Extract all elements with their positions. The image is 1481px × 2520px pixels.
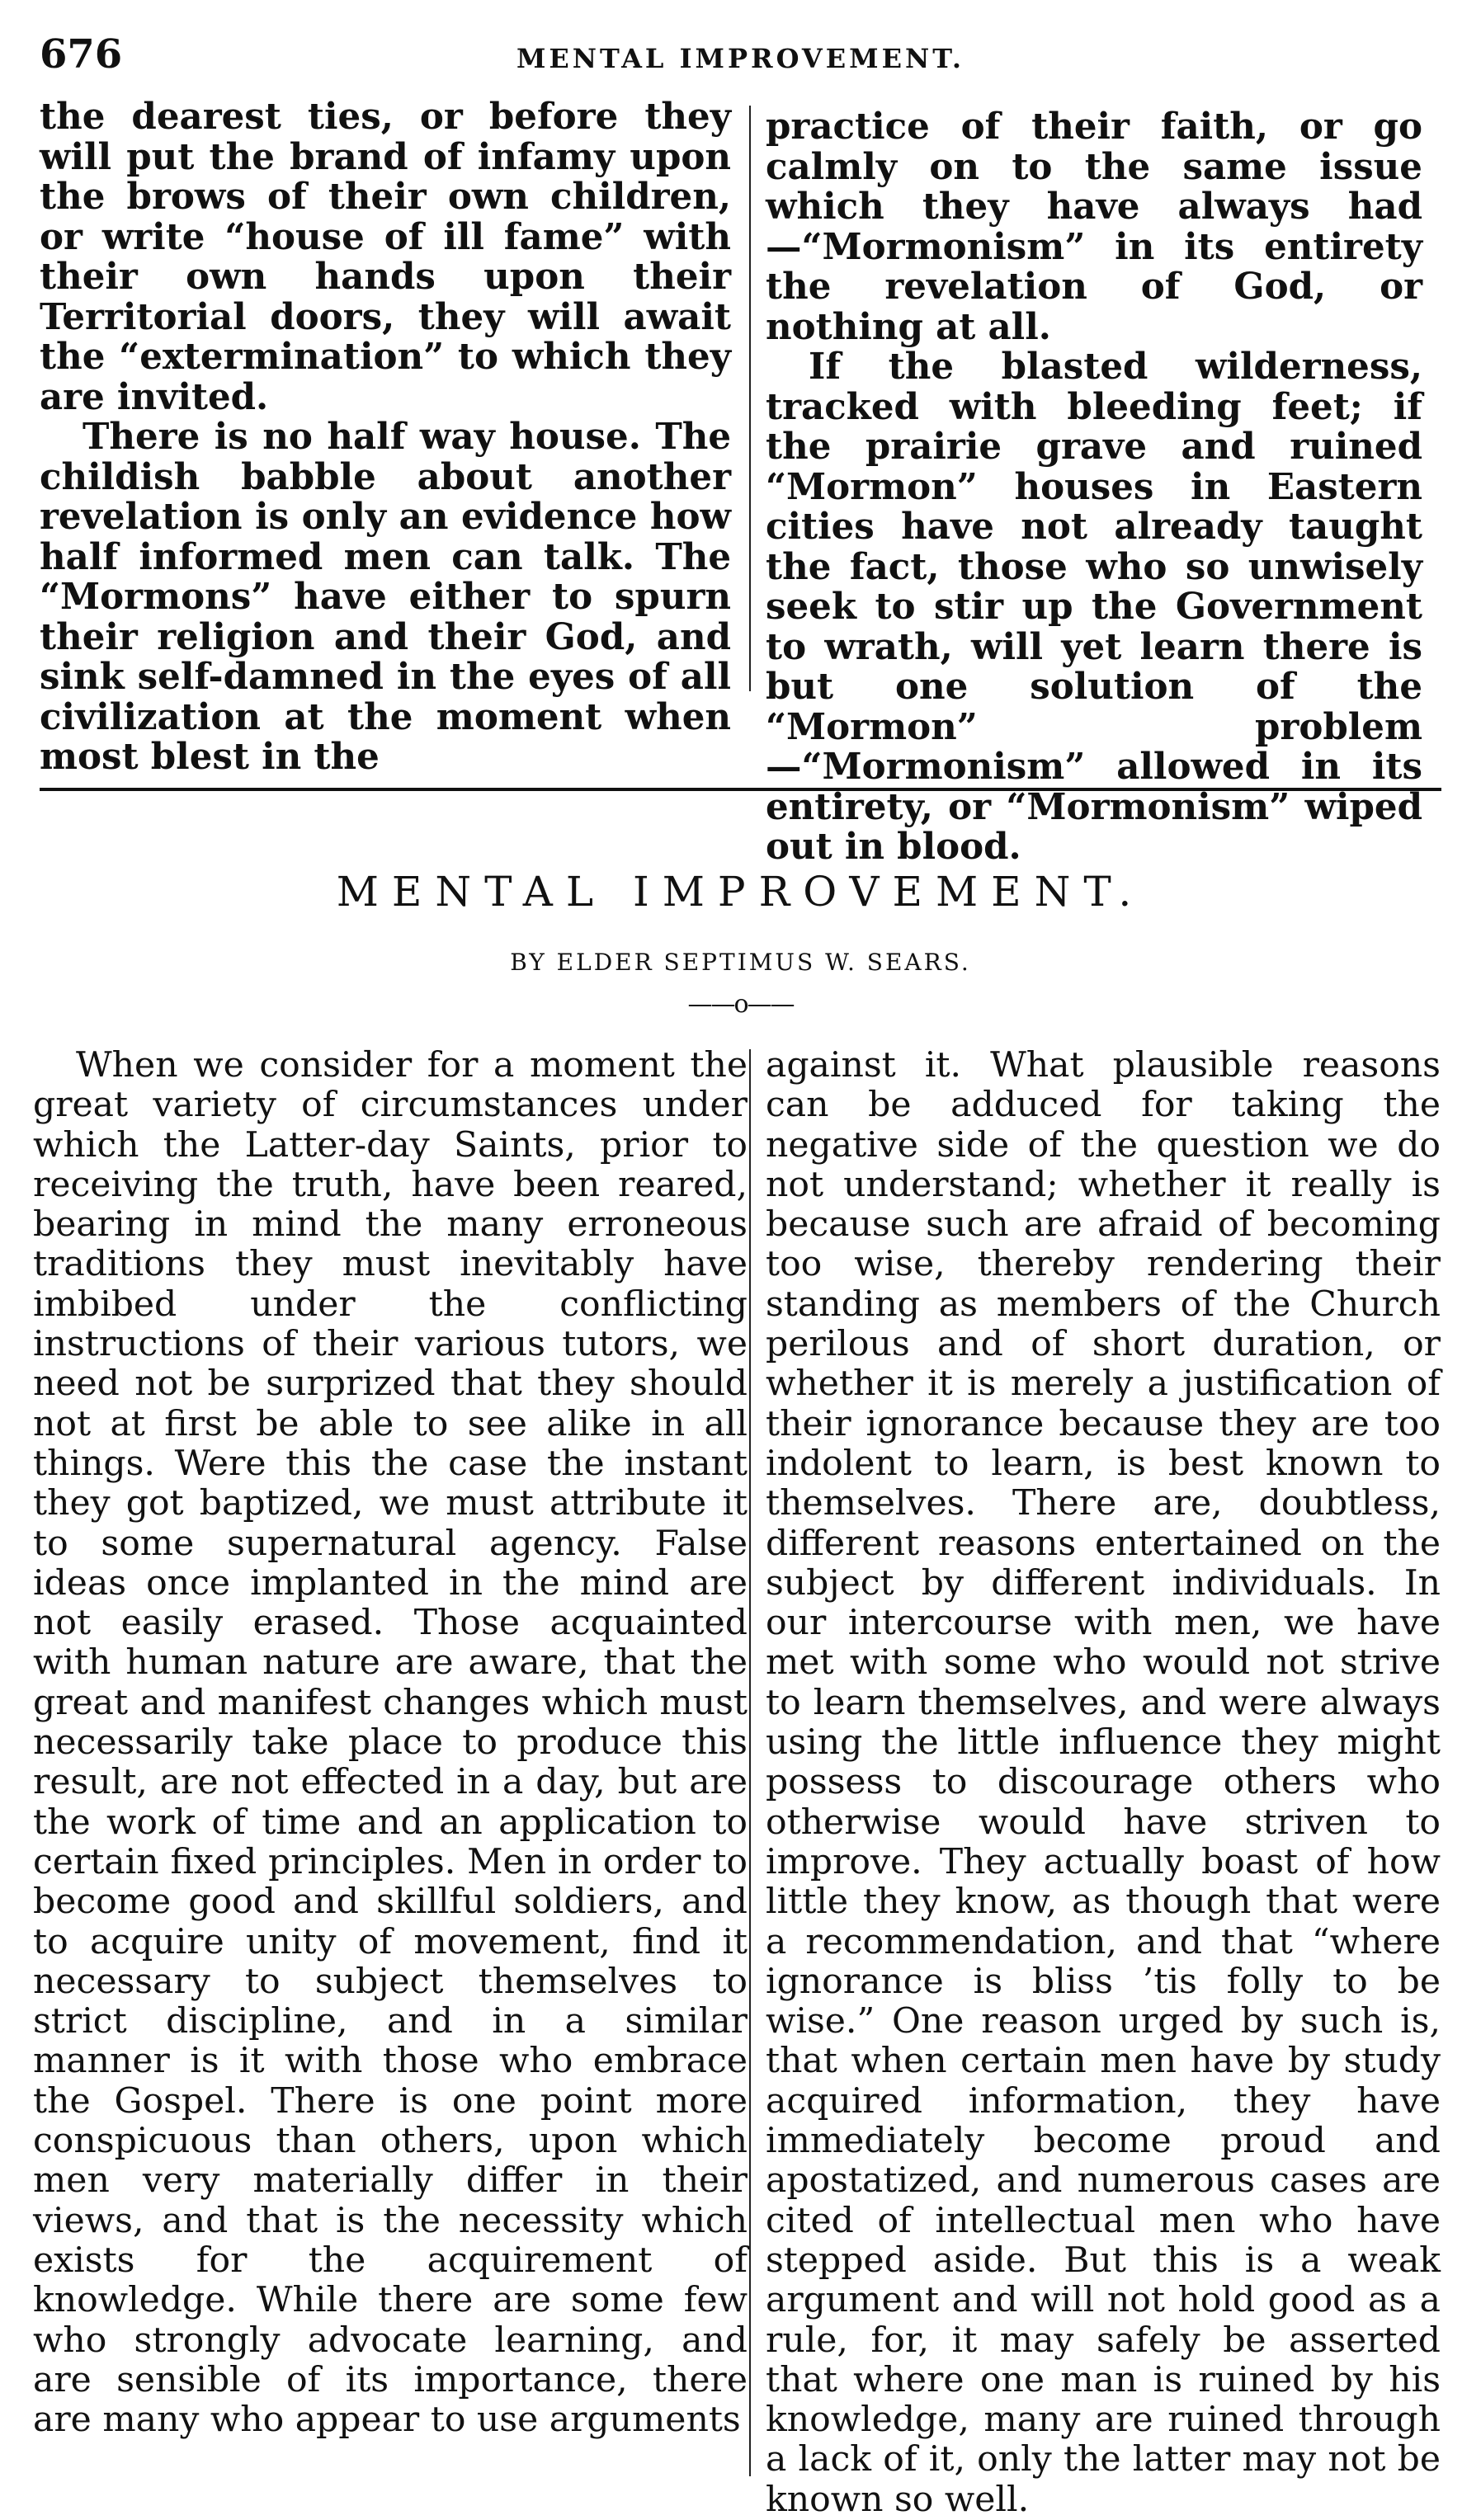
article-byline: BY ELDER SEPTIMUS W. SEARS.	[510, 949, 971, 976]
column-divider	[749, 1049, 751, 2476]
column-divider	[749, 106, 751, 691]
paragraph: practice of their faith, or go calmly on to the same issue which they have always had—“Mormonism” in its entirety the revelation of God, or nothing at all.	[766, 106, 1422, 348]
paragraph: the dearest ties, or before they will put the brand of infamy upon the brows of their own children, or write “house of ill fame” with their own hands upon their Territorial doors, they will await the “extermination” to which they are invited.	[40, 96, 731, 418]
running-head	[40, 31, 1441, 81]
paragraph: If the blasted wilderness, tracked with bleeding feet; if the prairie grave and ruined “Mormon” houses in Eastern cities have not already taught the fact, those who so unwisely seek to stir up the Government to wrath, will yet learn there is but one solution of the “Mormon” problem—“Mormonism” allowed in its entirety, or “Mormonism” wiped out in blood.	[766, 346, 1422, 868]
ornament-divider: ——o——	[687, 990, 794, 1019]
article-title: MENTAL IMPROVEMENT.	[336, 868, 1145, 916]
article-right-column	[766, 1045, 1441, 2520]
section-rule	[40, 788, 1441, 791]
paragraph: against it. What plausible reasons can be adduced for taking the negative side of the question we do not understand; whether it really is because such are afraid of becoming too wise, thereby rendering their standing as members of the Church perilous and of short duration, or whether it is merely a justification of their ignorance because they are too indolent to learn, is best known to themselves. There are, doubtless, different reasons entertained on the subject by different individuals. In our intercourse with men, we have met with some who would not strive to learn themselves, and were always using the little influence they might possess to discourage others who otherwise would have striven to improve. They actually boast of how little they know, as though that were a recommendation, and that “where ignorance is bliss ’tis folly to be wise.” One reason urged by such is, that when certain men have by study acquired information, they have immediately become proud and apostatized, and numerous cases are cited of intellectual men who have stepped aside. But this is a weak argument and will not hold good as a rule, for, it may safely be asserted that where one man is ruined by his knowledge, many are ruined through a lack of it, only the latter may not be known so well.	[766, 1045, 1441, 2520]
page-number: 676	[40, 31, 123, 78]
paragraph: There is no half way house. The childish babble about another revelation is only an evidence how half informed men can talk. The “Mormons” have either to spurn their religion and their God, and sink self-damned in the eyes of all civilization at the moment when most blest in the	[40, 416, 731, 778]
article-left-column	[33, 1046, 748, 2481]
paragraph: When we consider for a moment the great variety of circumstances under which the Latter-day Saints, prior to receiving the truth, have been reared, bearing in mind the many erroneous traditions they must inevitably have imbibed under the conflicting instructions of their various tutors, we need not be surprized that they should not at first be able to see alike in all things. Were this the case the instant they got baptized, we must attribute it to some supernatural agency. False ideas once implanted in the mind are not easily erased. Those acquainted with human nature are aware, that the great and manifest changes which must necessarily take place to produce this result, are not effected in a day, but are the work of time and an application to certain fixed principles. Men in order to become good and skillful soldiers, and to acquire unity of movement, find it necessary to subject themselves to strict discipline, and in a similar manner is it with those who embrace the Gospel. There is one point more conspicuous than others, upon which men very materially differ in their views, and that is the necessity which exists for the acquirement of knowledge. While there are some few who strongly advocate learning, and are sensible of its importance, there are many who appear to use arguments	[33, 1045, 748, 2441]
top-right-column	[766, 106, 1422, 868]
top-left-column	[40, 96, 731, 778]
running-title: MENTAL IMPROVEMENT.	[516, 43, 965, 74]
